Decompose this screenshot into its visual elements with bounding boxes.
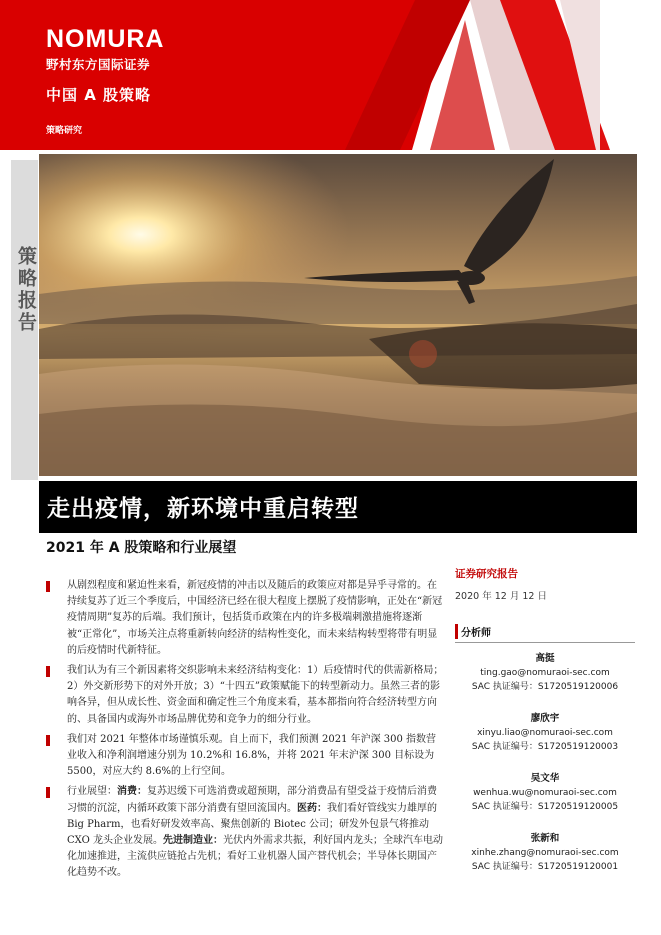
- analyst-card: [455, 772, 635, 814]
- analyst-email[interactable]: xinhe.zhang@nomuraoi-sec.com: [471, 848, 619, 858]
- summary-bullet: [46, 663, 446, 728]
- divider: [455, 642, 635, 643]
- bullet-marker-icon: [46, 735, 50, 746]
- analyst-card: [455, 652, 635, 694]
- bullet-marker-icon: [46, 581, 50, 592]
- summary-bullet: [46, 732, 446, 781]
- bullet-text: 我们认为有三个新因素将交织影响未来经济结构变化：1）后疫情时代的供需新格局；2）外交新形势下的对外开放；3）“十四五”政策赋能下的转型新动力。虽然三者的影响各异，但从成长性、资金面和确定性三个角度来看，基本都指向符合经济转型方向的、具备国内或海外市场品牌优势和竞争力的细分行业。: [67, 665, 444, 725]
- logo-subtitle: 野村东方国际证券: [46, 57, 151, 72]
- analyst-name: 高挺: [535, 653, 555, 664]
- analyst-name: 张新和: [530, 833, 560, 844]
- analyst-name: 廖欣宇: [530, 713, 560, 724]
- report-date: 2020 年 12 月 12 日: [455, 591, 547, 602]
- analyst-sac: SAC 执证编号：S1720519120005: [471, 802, 619, 812]
- side-label-text: 策略报告: [15, 246, 37, 334]
- bullet-marker-icon: [46, 666, 50, 677]
- hero-image: [39, 154, 637, 476]
- header-band: [0, 0, 661, 150]
- summary-bullet: [46, 784, 446, 881]
- analyst-heading: 分析师: [455, 624, 635, 639]
- bullet-text: 我们对 2021 年整体市场谨慎乐观。自上而下，我们预测 2021 年沪深 300 指数营业收入和净利润增速分别为 10.2%和 16.8%，并将 2021 年末沪深 300 目标设为 5500，对应大约 8.6%的上行空间。: [67, 733, 437, 778]
- analyst-name: 吴文华: [530, 773, 560, 784]
- eagle-over-clouds-photo: [39, 154, 637, 476]
- analyst-card: [455, 832, 635, 874]
- bullet-bold-pharma: 医药：: [297, 802, 327, 814]
- bullet-text: 我们看好管线实力雄厚的 Big Pharm，也看好研发效率高、聚焦创新的 Biotec 公司；研发外包景气将推动 CXO 龙头企业发展。: [67, 802, 437, 847]
- sidebar: [455, 566, 635, 874]
- side-label: [11, 160, 38, 480]
- analyst-card: [455, 712, 635, 754]
- series-title: 中国 A 股策略: [46, 86, 152, 104]
- bullet-text: 从剧烈程度和紧迫性来看，新冠疫情的冲击以及随后的政策应对都是异乎寻常的。在持续复苏了近三个季度后，中国经济已经在很大程度上摆脱了疫情影响，正处在“新冠疫情周期”复苏的后端。我们预计，包括货币政策在内的许多极端刺激措施将逐渐被“正常化”，市场关注点将重新转向经济的结构性变化，而未来结构转型将带有明显的后疫情时代新特征。: [67, 580, 443, 656]
- bullet-text: 光伏内外需求共振，利好国内龙头；全球汽车电动化加速推进，主流供应链抢占先机；看好工业机器人国产替代机会；半导体长期国产化趋势不改。: [67, 835, 443, 879]
- bullet-bold-manufacturing: 先进制造业：: [162, 835, 223, 847]
- header-stripes: [0, 0, 661, 150]
- analyst-email[interactable]: wenhua.wu@nomuraoi-sec.com: [473, 788, 617, 798]
- bullet-marker-icon: [46, 787, 50, 798]
- report-title: 走出疫情，新环境中重启转型: [47, 495, 359, 522]
- bullet-pre: 行业展望：: [67, 786, 117, 798]
- logo-name: NOMURA: [46, 25, 165, 53]
- summary-bullets: [46, 578, 446, 886]
- analyst-email[interactable]: xinyu.liao@nomuraoi-sec.com: [477, 728, 613, 738]
- title-bar: [39, 481, 637, 533]
- bullet-bold-consumer: 消费：: [117, 786, 147, 798]
- analyst-sac: SAC 执证编号：S1720519120003: [471, 742, 619, 752]
- nomura-logo: [46, 26, 165, 73]
- report-kind: 策略研究: [46, 126, 83, 136]
- report-type: 证券研究报告: [455, 568, 518, 580]
- analyst-sac: SAC 执证编号：S1720519120001: [471, 862, 619, 872]
- analyst-sac: SAC 执证编号：S1720519120006: [471, 682, 619, 692]
- bullet-text: 复苏迟缓下可选消费或超预期，部分消费品有望受益于疫情后消费习惯的沉淀，内循环政策下部分消费有望回流国内。: [67, 786, 437, 814]
- analyst-email[interactable]: ting.gao@nomuraoi-sec.com: [480, 668, 610, 678]
- summary-bullet: [46, 578, 446, 659]
- report-subtitle: 2021 年 A 股策略和行业展望: [46, 540, 237, 556]
